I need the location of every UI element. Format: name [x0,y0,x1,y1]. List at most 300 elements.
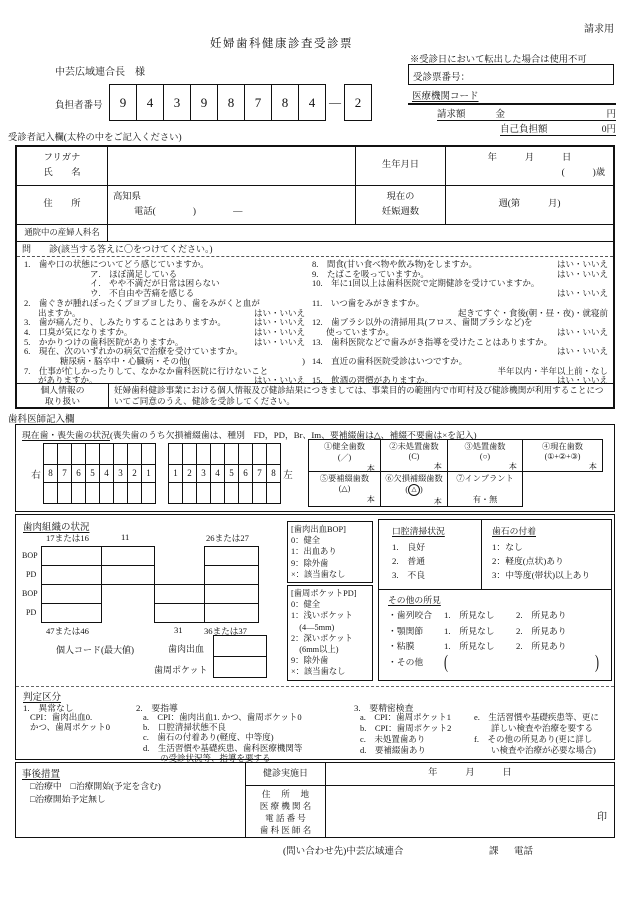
clinic-info-rows [246,786,614,837]
aftercare-box [15,762,615,838]
privacy-row [17,383,613,407]
clinic-info-label: 電 話 番 号 [265,813,306,823]
count-label: ⑤要補綴歯数 [319,474,370,483]
judgment-3b-lines [474,712,599,756]
question-text: 8. 間食(甘い食べ物や飲み物)をしますか。 [312,259,478,269]
question-text: 13. 歯科医院などで歯みがき指導を受けたことはありますか。 [312,336,553,347]
bop-legend-line: 0：健全 [291,536,321,546]
bleeding-input-box[interactable] [213,635,267,657]
bleeding-label: 歯肉出血 [168,644,205,654]
gum-cell[interactable] [41,565,102,585]
calculus-title: 歯石の付着 [492,526,536,536]
count-symbol: (○) [479,452,491,461]
clinic-info-label: 住 所 地 [261,789,310,799]
tooth-box[interactable] [224,443,239,465]
use-label: 請求用 [584,24,614,35]
exam-date-input[interactable]: 年 月 日 [428,768,512,778]
pocket-label: 歯周ポケット [154,665,208,675]
answer-options[interactable]: 起きてすぐ・食後(朝・昼・夜)・就寝前 [457,307,608,318]
answer-options[interactable]: ) [302,356,305,367]
question-text: 1. 歯や口の状態についてどう感じていますか。 [24,259,209,269]
tooth-box[interactable] [196,482,211,504]
gum-cell[interactable] [41,603,102,623]
tooth-number: 5 [85,464,100,483]
paren-close: ) [420,484,423,494]
claim-label: 請求額 [437,110,466,120]
pd-legend-line: (6mm以上) [291,645,339,655]
judgment-3b-line[interactable]: い検査や治療が必要な場合) [474,745,596,755]
tooth-number: 3 [113,464,128,483]
question-text: ア. ほぼ満足している [90,268,178,279]
count-unit: 本 [366,495,375,504]
treatment-status-checkboxes[interactable]: □治療中 □治療開始(予定を含む) [30,781,161,791]
big-paren-open: ( [444,650,448,673]
answer-options[interactable]: はい・いいえ [556,375,608,386]
question-text: 14. 直近の歯科医院受診はいつですか。 [312,356,468,367]
answer-options[interactable]: 半年以内・半年以上前・なし [497,365,608,376]
tooth-box[interactable] [43,443,58,465]
transfer-note: ※受診日において転出した場合は使用不可 [410,55,587,65]
finding-option-none[interactable]: 1. 所見なし [444,641,495,652]
finding-row-mucosa [388,639,605,655]
tooth-box[interactable] [182,482,197,504]
question-text: 10. 年に1回以上は歯科医院で定期健診を受けていますか。 [312,278,540,289]
payer-number-label: 負担者番号 [55,101,103,111]
question-text: 7. 仕事が忙しかったりして、なかなか歯科医院に行けないこと [24,365,269,376]
privacy-label-1: 個人情報の [40,385,85,395]
judgment-1-head[interactable]: 1. 異常なし [23,703,74,713]
count-symbol: (△) [338,484,351,493]
judgment-2-line[interactable]: の受診状況等、指導を要する [143,752,271,763]
triangle-glyph: △ [408,484,420,496]
question-text: 使っていますか。 [326,326,395,337]
gum-bottom-label-1: 31 [174,625,183,635]
gum-top-label-1: 11 [121,532,130,542]
payer-separator: — [329,95,341,109]
tooth-number: 2 [127,464,142,483]
contact-tel: 電話 [514,847,534,857]
circled-triangle-symbol [405,484,422,496]
other-findings [379,590,611,673]
count-cell-untreated[interactable] [380,439,448,472]
birth-input-cell[interactable] [446,147,613,185]
count-cell-present[interactable] [522,439,603,472]
question-text: 11. いつ歯をみがきますか。 [312,297,425,308]
counts-row-1 [308,439,608,472]
dentist-section-title: 歯科医師記入欄 [8,415,75,425]
tooth-box[interactable] [168,443,183,465]
count-label: ⑦インプラント [456,474,514,483]
weeks-label-2: 妊娠週数 [381,207,420,217]
obgyn-input-cell[interactable] [108,225,613,241]
answer-options[interactable]: はい・いいえ [556,259,608,269]
tooth-box[interactable] [85,482,100,504]
tooth-box[interactable] [252,482,267,504]
count-unit: 本 [433,497,442,506]
answer-options[interactable]: はい・いいえ [253,317,305,328]
tooth-number: 1 [168,464,183,483]
tooth-box[interactable] [113,443,128,465]
count-label: ③処置歯数 [464,442,506,451]
furigana-label: フリガナ [43,153,81,163]
answer-options[interactable]: はい・いいえ [253,326,305,337]
hygiene-option[interactable]: 1. 良好 [392,542,425,552]
count-unit: 本 [588,462,597,471]
count-symbol: (①+②+③) [544,452,581,461]
calculus-column [481,520,611,589]
claim-amount-row [437,106,616,121]
question-text: 4. 口臭が気になりますか。 [24,326,133,337]
birth-label: 生年月日 [356,147,446,185]
gum-cell[interactable] [41,584,102,604]
hygiene-option[interactable]: 3. 不良 [392,570,425,580]
question-text: がありますか。 [38,375,98,386]
finding-option-present[interactable]: 2. 所見あり [516,610,567,620]
tooth-box[interactable] [252,443,267,465]
self-pay-value: 0円 [601,125,616,135]
hygiene-option[interactable]: 2. 普通 [392,556,425,566]
tooth-number: 2 [182,464,197,483]
gum-cell[interactable] [154,584,205,604]
tooth-box[interactable] [99,443,114,465]
pd-legend [287,585,373,681]
question-text: ウ. 不自由や苦痛を感じる [90,288,195,299]
tooth-box[interactable] [210,443,225,465]
monshin-header: 問 診(該当する答えに〇をつけてください。) [22,244,213,254]
tooth-box[interactable] [224,482,239,504]
tooth-box[interactable] [127,482,142,504]
count-label: ②未処置歯数 [389,442,439,451]
self-pay-row [500,121,616,136]
count-unit: 本 [433,462,442,471]
finding-option-none[interactable]: 1. 所見なし [444,625,495,636]
tooth-number: 4 [210,464,225,483]
payer-number-boxes [110,84,372,121]
pd-legend-line: ×：該当歯なし [291,667,346,677]
teeth-heading-main: 現在歯・喪失歯の状況 [22,430,110,440]
tooth-number: 7 [57,464,72,483]
pd-legend-title: [歯周ポケットPD] [291,589,357,598]
judgment-3-head[interactable]: 3. 要精密検査 [354,703,414,713]
contact-section: 課 [489,847,499,857]
tooth-number: 8 [43,464,58,483]
obgyn-label: 通院中の産婦人科名 [17,225,108,241]
answer-options[interactable]: はい・いいえ [556,326,608,337]
name-label: 氏 名 [43,168,81,178]
hygiene-title: 口腔清掃状況 [392,526,445,536]
tooth-box[interactable] [71,482,86,504]
self-pay-label: 自己負担額 [500,125,548,135]
judgment-2-lines [143,712,302,763]
privacy-label-cell [17,384,109,407]
teeth-grid [43,443,281,504]
finding-row-other [388,650,605,673]
medical-code-line [408,103,616,105]
judgment-2-line[interactable]: c. 歯石の付着あり(軽度、中等度) [143,732,274,743]
hygiene-column [379,520,481,589]
judgment-3b-line[interactable]: e. 生活習慣や基礎疾患等、更に [474,712,599,722]
ticket-number-box[interactable] [408,64,614,85]
count-cell-sound[interactable] [308,439,381,472]
recipient-section-title: 受診者記入欄(太枠の中をご記入ください) [8,133,182,143]
bop-legend-line: ×：該当歯なし [291,569,346,579]
judgment-1-line: かつ、歯周ポケット0 [30,722,110,733]
hygiene-calculus-row [379,520,611,590]
question-text: 3. 歯が痛んだり、しみたりすることはありますか。 [24,317,226,328]
gum-cell[interactable] [101,546,155,566]
pd-legend-line: 9：除外歯 [291,656,329,666]
gum-section-title: 歯肉組織の状況 [23,523,90,533]
count-unit: 本 [508,462,517,471]
bop-legend-line: 9：除外歯 [291,558,329,568]
bop-legend-lines [291,535,369,580]
payer-digit: 8 [217,84,245,121]
form-title: 妊婦歯科健康診査受診票 [210,38,353,50]
clinic-info-input[interactable] [326,786,614,837]
judgment-3a-line[interactable]: d. 要補綴歯あり [360,745,426,755]
address-input-cell[interactable] [108,186,356,224]
gum-cell[interactable] [204,584,259,604]
pd-legend-lines [291,599,369,677]
finding-row-occlusion [388,608,605,624]
tooth-box[interactable] [196,443,211,465]
address-value: 高知県 [113,192,141,202]
tooth-box[interactable] [71,443,86,465]
exam-date-label: 健診実施日 [246,763,326,785]
count-cell-prosthesis-needed[interactable] [308,471,381,507]
gum-bottom-label-0: 47または46 [46,626,89,636]
tooth-number: 7 [252,464,267,483]
age-placeholder: ( )歳 [561,168,605,178]
question-text: 2. 歯ぐきが腫れぼったくブヨブヨしたり、歯をみがくと血が [24,297,260,308]
right-side-label: 右 [31,470,41,481]
tooth-number: 4 [99,464,114,483]
payer-digit: 3 [163,84,191,121]
tooth-number: 6 [71,464,86,483]
judgment-3b-line[interactable]: 詳しい検査や治療を要する [474,723,594,733]
finding-option-present[interactable]: 2. 所見あり [516,641,567,652]
row-label-pd-1: PD [26,570,37,579]
pocket-input-box[interactable] [213,656,267,678]
count-symbol: (C) [408,452,420,461]
pd-legend-line: 2：深いポケット [291,633,353,643]
question-text: 5. かかりつけの歯科医院がありますか。 [24,336,184,347]
calculus-option[interactable]: 3：中等度(帯状)以上あり [492,570,591,580]
question-text: 6. 現在、次のいずれかの病気で治療を受けていますか。 [24,346,243,357]
payer-check-digit: 2 [344,84,372,121]
exam-date-row [246,763,614,786]
medical-code-label: 医療機関コード [412,92,479,102]
gum-top-label-2: 26または27 [206,533,249,543]
calculus-option[interactable]: 2：軽度(点状)あり [492,556,564,566]
question-text: 9. たばこを吸っていますか。 [312,268,429,279]
tooth-number: 1 [141,464,156,483]
pd-legend-line: (4―5mm) [291,622,335,632]
gum-top-label-0: 17または16 [46,533,89,543]
gum-cell[interactable] [154,603,205,623]
question-text: 15. 飲酒の習慣がありますか。 [312,375,434,386]
paren-open: ( [405,484,408,494]
judgment-3a-line[interactable]: a. CPI：歯周ポケット1 [360,712,451,722]
left-side-label: 左 [283,470,293,481]
row-label-pd-2: PD [26,608,37,617]
tooth-box[interactable] [57,443,72,465]
tooth-box[interactable] [113,482,128,504]
teeth-heading-rest: (喪失歯のうち欠損補綴歯は、種別 FD，PD，Br、Im、要補綴歯は△、補綴不要歯は×を記入) [109,430,477,440]
row-label-bop-1: BOP [22,551,38,560]
personal-code-label: 個人コード(最大値) [56,645,134,655]
finding-label: ・歯列咬合 [388,610,432,620]
implant-options[interactable]: 有・無 [472,495,498,504]
tooth-number: 6 [238,464,253,483]
count-symbol: (／) [337,453,352,462]
judgment-2-line[interactable]: a. CPI：歯肉出血1. かつ、歯周ポケット0 [143,712,302,722]
gum-cell[interactable] [41,546,102,566]
answer-options[interactable]: はい・いいえ [253,375,305,386]
aftercare-left [16,763,246,837]
birth-placeholder: 年 月 日 [487,153,572,163]
calculus-option[interactable]: 1：なし [492,542,523,552]
judgment-2-head[interactable]: 2. 要指導 [136,703,178,713]
tooth-box[interactable] [168,482,183,504]
answer-options[interactable]: はい・いいえ [556,268,608,279]
finding-label: ・粘膜 [388,641,415,652]
tooth-box[interactable] [85,443,100,465]
clinic-info-label: 医 療 機 関 名 [259,801,312,811]
questions-right-column [309,257,613,386]
seal-label: 印 [597,812,607,823]
bop-legend-title: [歯肉出血BOP] [291,525,346,534]
tooth-number: 8 [266,464,281,483]
aftercare-title: 事後措置 [22,770,61,780]
payer-digit: 9 [190,84,218,121]
count-cell-prosthetic[interactable] [380,471,448,507]
tooth-box[interactable] [238,443,253,465]
gum-bottom-label-2: 36または37 [204,626,247,636]
finding-label: ・その他 [388,656,424,667]
question-text: 出ますか。 [38,307,81,318]
questions-left-column [17,257,309,386]
payer-digit: 7 [244,84,272,121]
count-cell-implant[interactable] [447,471,523,507]
answer-options[interactable]: はい・いいえ [253,336,305,347]
question-text: 糖尿病・脳卒中・心臓病・その他( [60,356,191,367]
gum-cell[interactable] [204,603,259,623]
teeth-counts-table [308,439,608,507]
clinic-info-labels [246,786,326,837]
tooth-box[interactable] [127,443,142,465]
finding-row-tmj [388,624,605,640]
tooth-box[interactable] [141,443,156,465]
weeks-label-1: 現在の [386,192,415,202]
answer-options[interactable]: はい・いいえ [556,346,608,357]
addressee: 中芸広域連合長 様 [55,67,145,78]
gum-cell[interactable] [101,565,155,585]
no-treatment-checkbox[interactable]: □治療開始予定無し [30,794,106,804]
count-cell-treated[interactable] [447,439,523,472]
finding-option-none[interactable]: 1. 所見なし [444,610,495,620]
finding-option-present[interactable]: 2. 所見あり [516,625,567,636]
bop-legend [287,521,373,583]
tooth-number: 3 [196,464,211,483]
weeks-label-cell [356,186,446,224]
name-label-cell [17,147,108,185]
privacy-label-2: 取り扱い [44,395,81,406]
gum-cell[interactable] [204,546,259,566]
tooth-number: 5 [224,464,239,483]
teeth-status-box [15,424,615,512]
tooth-box[interactable] [266,443,281,465]
row-label-bop-2: BOP [22,589,38,598]
contact-prefix: (問い合わせ先)中芸広域連合 [283,847,404,857]
tooth-box[interactable] [182,443,197,465]
count-label: ④現在歯数 [542,442,583,451]
judgment-3b-line[interactable]: f. その他の所見あり(更に詳し [474,734,593,744]
question-text: 12. 歯ブラシ以外の清掃用具(フロス、歯間ブラシなど)を [312,317,533,328]
answer-options[interactable]: はい・いいえ [253,307,305,318]
payer-digit: 8 [271,84,299,121]
clinic-info-label: 歯 科 医 師 名 [259,825,312,835]
judgment-3a-line[interactable]: b. CPI：歯周ポケット2 [360,723,452,733]
tooth-box[interactable] [210,482,225,504]
judgment-2-line[interactable]: b. 口腔清掃状態不良 [143,722,226,733]
answer-options[interactable]: はい・いいえ [556,288,608,299]
pd-legend-line: 0：健全 [291,600,321,610]
ticket-number-label: 受診票番号： [413,73,471,83]
payer-digit-list [110,84,326,121]
address-label: 住 所 [17,186,108,224]
judgment-3a-line[interactable]: c. 未処置歯あり [360,734,426,744]
finding-other-input[interactable] [448,655,595,671]
count-unit: 本 [366,464,375,473]
tooth-box[interactable] [99,482,114,504]
privacy-text: 妊婦歯科健診事業における個人情報及び健診結果につきましては、事業目的の範囲内で市町村及び健診機関が利用することについてご同意のうえ、健診を受診してください。 [114,385,604,406]
payer-digit: 4 [298,84,326,121]
recipient-table [15,145,615,409]
name-input-cell[interactable] [108,147,356,185]
pd-legend-line: 1：浅いポケット [291,611,353,621]
judgment-title: 判定区分 [23,693,62,703]
judgment-3a-lines [360,712,451,756]
payer-digit: 4 [136,84,164,121]
hygiene-options [392,540,481,582]
bop-legend-line: 1：出血あり [291,547,337,557]
judgment-divider [16,686,614,687]
counts-row-2 [308,471,608,507]
weeks-placeholder: 週(第 月) [498,199,561,209]
payer-digit: 9 [109,84,137,121]
tooth-box[interactable] [57,482,72,504]
tooth-box[interactable] [238,482,253,504]
phone-placeholder: 電話( ) — [134,207,243,217]
tooth-box[interactable] [43,482,58,504]
gum-cell[interactable] [204,565,259,585]
tooth-box[interactable] [141,482,156,504]
big-paren-close: ) [595,650,599,673]
count-label: ⑥欠損補綴歯数 [385,474,443,483]
gum-judgment-box [15,514,615,763]
weeks-input-cell[interactable] [446,186,613,224]
aftercare-right [246,763,614,837]
question-text: イ. やや不満だが日常は困らない [90,278,220,289]
count-label: ①健全歯数 [324,442,365,451]
tooth-box[interactable] [266,482,281,504]
teeth-chart [29,443,295,504]
claim-currency: 金 [495,110,506,120]
judgment-2-line[interactable]: d. 生活習慣や基礎疾患、歯科医療機関等 [143,742,303,753]
monshin-questions [17,257,613,386]
finding-label: ・顎関節 [388,625,424,636]
